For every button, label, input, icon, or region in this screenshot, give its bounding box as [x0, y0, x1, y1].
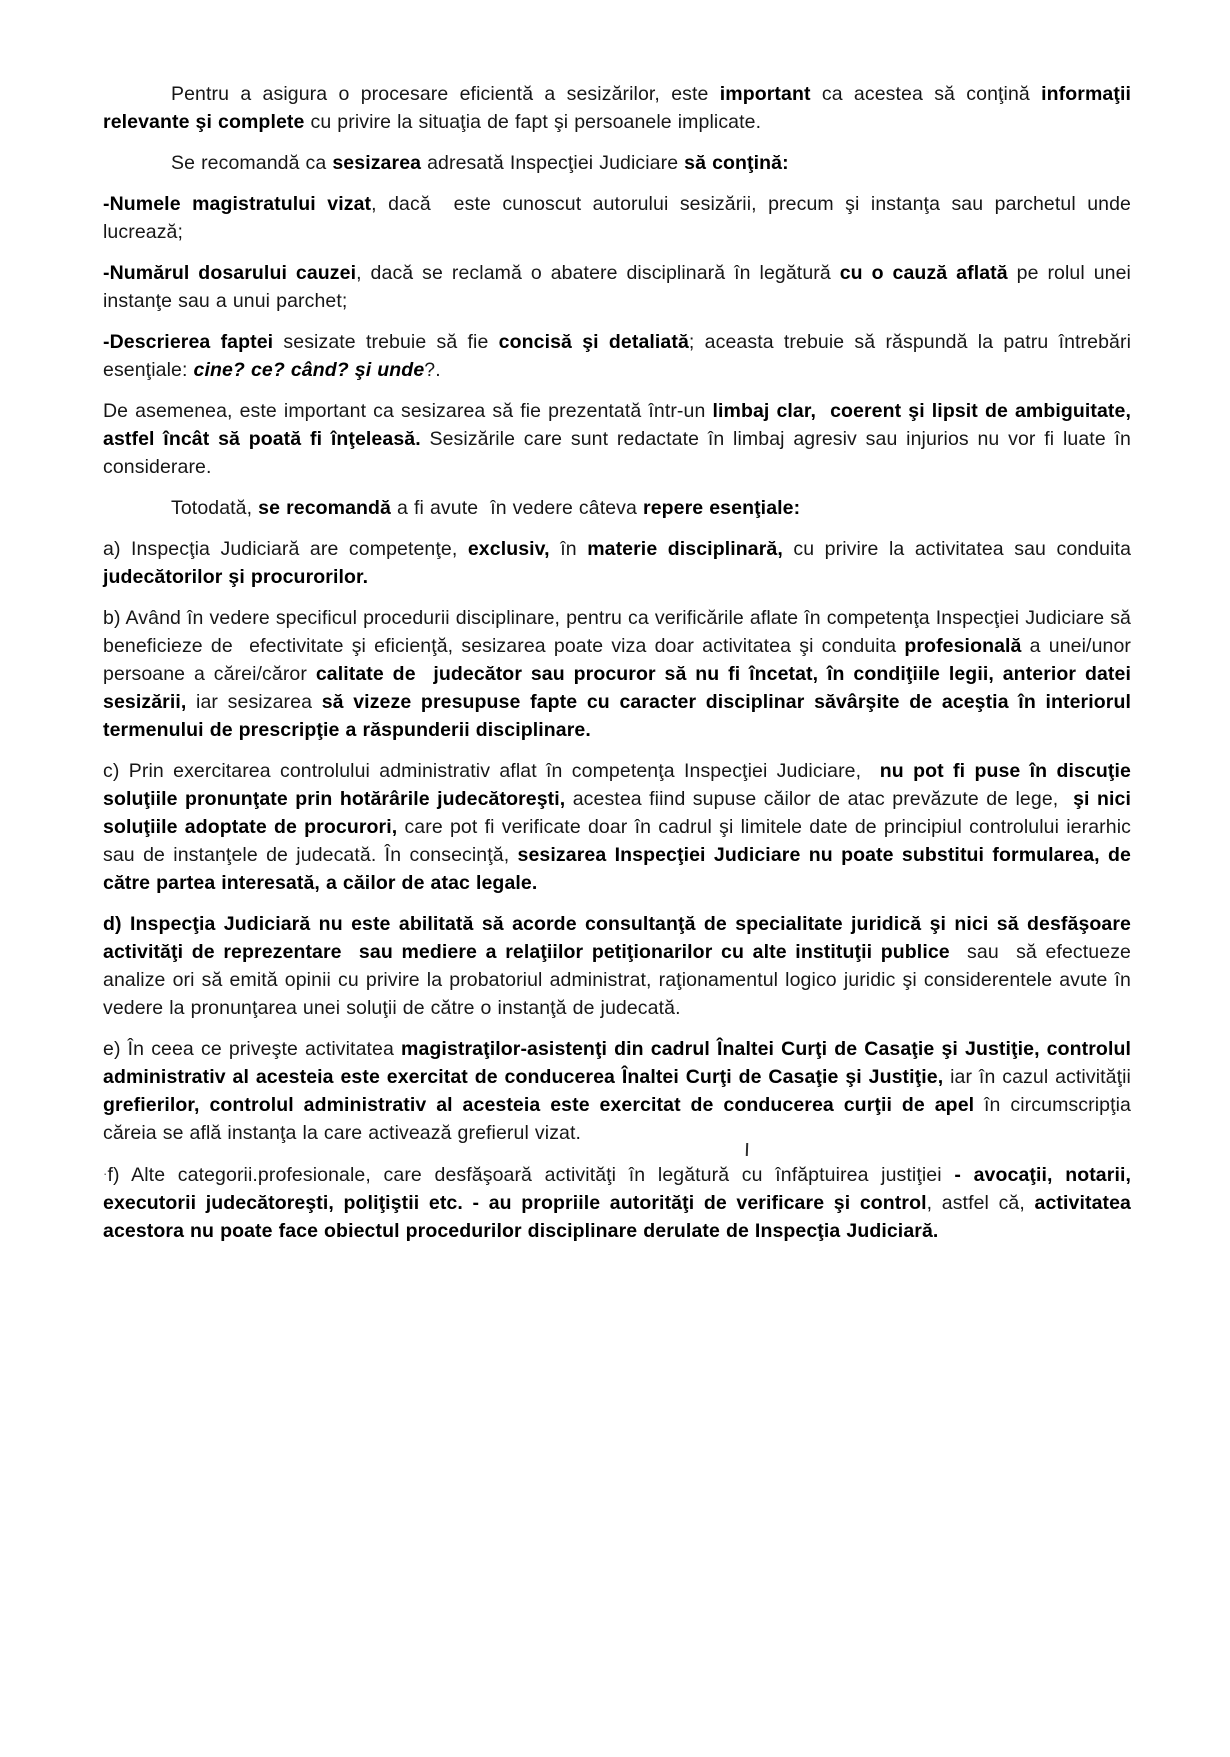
paragraph — [103, 149, 1131, 177]
paragraph — [103, 190, 1131, 246]
text-run: pe rolul unei instanţe sau a unui parchet; — [103, 262, 1131, 312]
text-run: să conţină: — [684, 152, 789, 174]
text-run: a unei/unor persoane a cărei/căror — [103, 635, 1131, 685]
text-run: repere esenţiale: — [643, 497, 801, 519]
text-run: a) Inspecţia Judiciară are competenţe, — [103, 538, 468, 560]
text-run: Pentru a asigura o procesare eficientă a sesizărilor, este — [171, 83, 720, 105]
paragraph — [103, 328, 1131, 384]
text-run: să vizeze presupuse fapte cu caracter disciplinar săvârşite de aceştia în interiorul termenului de prescripţie a răspunderii disciplinare. — [103, 691, 1131, 741]
document-body — [103, 80, 1131, 1258]
paragraph — [103, 1035, 1131, 1147]
text-run: profesională — [904, 635, 1022, 657]
text-run: important — [719, 83, 811, 105]
text-run: - avocaţii, notarii, executorii judecătoreşti, poliţiştii etc. - au propriile autorităţi de verificare şi control — [103, 1164, 1131, 1214]
text-run: c) Prin exercitarea controlului administrativ aflat în competenţa Inspecţiei Judiciare, — [103, 760, 880, 782]
text-run: d) Inspecţia Judiciară nu este abilitată să acorde consultanţă de specialitate juridică şi nici să desfăşoare activităţi de reprezentare sau mediere a relaţiilor petiţionarilor cu alte instituţii publice — [103, 913, 1131, 963]
text-run: şi nici soluţiile adoptate de procurori, — [103, 788, 1131, 838]
text-run: cu privire la activitatea sau conduita — [782, 538, 1132, 560]
paragraph — [103, 604, 1131, 744]
text-run: acestea fiind supuse căilor de atac prevăzute de lege, — [565, 788, 1074, 810]
paragraph — [103, 535, 1131, 591]
text-run: sesizarea Inspecţiei Judiciare nu poate substitui formularea, de către partea interesată, a căilor de atac legale. — [103, 844, 1131, 894]
text-run: e) În ceea ce priveşte activitatea — [103, 1038, 402, 1060]
text-run: ?. — [424, 359, 441, 381]
paragraph — [103, 494, 1131, 522]
text-run: informaţii relevante şi complete — [103, 83, 1131, 133]
text-run: f) Alte categorii.profesionale, care desfăşoară activităţi în legătură cu înfăptuirea justiţiei — [107, 1164, 955, 1186]
text-run: -Numărul dosarului cauzei — [103, 262, 357, 284]
paragraph — [103, 1160, 1131, 1245]
paragraph — [103, 397, 1131, 481]
text-run: cu o cauză aflată — [839, 262, 1008, 284]
text-run: -Numele magistratului vizat — [103, 193, 372, 215]
text-run: adresată Inspecţiei Judiciare — [421, 152, 685, 174]
text-run: -Descrierea faptei — [103, 331, 274, 353]
text-run: a fi avute în vedere câteva — [391, 497, 643, 519]
text-run: iar în cazul activităţii — [943, 1066, 1131, 1088]
text-run: sesizarea — [332, 152, 422, 174]
text-run: cine? ce? când? şi unde — [193, 359, 425, 381]
paragraph — [103, 757, 1131, 897]
text-run: grefierilor, controlul administrativ al acesteia este exercitat de conducerea curţii de apel — [103, 1094, 975, 1116]
text-run: , dacă se reclamă o abatere disciplinară în legătură — [356, 262, 840, 284]
text-run: ca acestea să conţină — [810, 83, 1042, 105]
text-run: exclusiv, — [467, 538, 550, 560]
text-run: Totodată, — [171, 497, 259, 519]
text-run: nu pot fi puse în discuţie soluţiile pronunţate prin hotărârile judecătoreşti, — [103, 760, 1131, 810]
text-run: activitatea acestora nu poate face obiectul procedurilor disciplinare derulate de Inspecţia Judiciară. — [103, 1192, 1132, 1242]
text-run: materie disciplinară, — [587, 538, 783, 560]
text-run: în — [549, 538, 588, 560]
text-run: în circumscripţia căreia se află instanţa la care activează grefierul vizat. — [103, 1094, 1131, 1144]
paragraph — [103, 80, 1131, 136]
text-run: Sesizările care sunt redactate în limbaj agresiv sau injurios nu vor fi luate în considerare. — [103, 428, 1131, 478]
text-run: Se recomandă ca — [171, 152, 333, 174]
text-run: concisă şi detaliată — [498, 331, 689, 353]
text-run: iar sesizarea — [186, 691, 322, 713]
text-run: sesizate trebuie să fie — [273, 331, 499, 353]
text-run: care pot fi verificate doar în cadrul şi limitele date de principiul controlului ierarhic sau de instanţele de judecată. În consecinţă, — [103, 816, 1131, 866]
text-run: · — [103, 1166, 108, 1181]
text-run: limbaj clar, coerent şi lipsit de ambiguitate, astfel încât să poată fi înţeleasă. — [103, 400, 1131, 450]
text-run: magistraţilor-asistenţi din cadrul Înaltei Curţi de Casaţie şi Justiţie, controlul administrativ al acesteia este exercitat de conducerea Înaltei Curţi de Casaţie şi Justiţie, — [103, 1038, 1131, 1088]
paragraph — [103, 910, 1131, 1022]
text-run: , astfel că, — [926, 1192, 1035, 1214]
text-run: se recomandă — [258, 497, 392, 519]
text-run: judecătorilor şi procurorilor. — [103, 566, 369, 588]
paragraph — [103, 259, 1131, 315]
text-run: sau să efectueze analize ori să emită opinii cu privire la probatoriul administrat, raţionamentul logico juridic şi considerentele avute în vedere la pronunţarea unei soluţii de către o instanţă de judecată. — [103, 941, 1131, 1019]
text-run: ; aceasta trebuie să răspundă la patru întrebări esenţiale: — [103, 331, 1132, 381]
text-run: De asemenea, este important ca sesizarea să fie prezentată într-un — [103, 400, 713, 422]
text-run: , dacă este cunoscut autorului sesizării, precum şi instanţa sau parchetul unde lucrează; — [103, 193, 1131, 243]
text-run: calitate de judecător sau procuror să nu fi încetat, în condiţiile legii, anterior datei sesizării, — [103, 663, 1131, 713]
text-run: b) Având în vedere specificul procedurii disciplinare, pentru ca verificările aflate în competenţa Inspecţiei Judiciare să beneficieze de efectivitate şi eficienţă, sesizarea poate viza doar activitatea şi conduita — [103, 607, 1131, 657]
text-run: cu privire la situaţia de fapt şi persoanele implicate. — [304, 111, 762, 133]
